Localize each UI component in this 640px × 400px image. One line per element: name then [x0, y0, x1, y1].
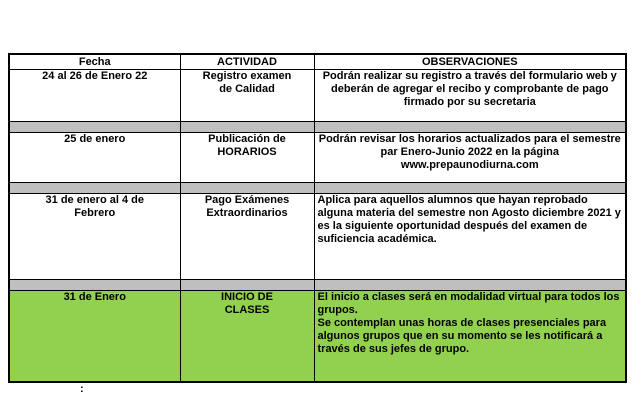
separator-cell — [9, 280, 180, 291]
actividad-text: Publicación de — [208, 133, 286, 145]
fecha-text: 31 de Enero — [63, 291, 126, 303]
actividad-text: INICIO DE — [221, 291, 273, 303]
table-row-registro-examen — [9, 70, 626, 122]
footnote-colon: : — [80, 383, 84, 395]
cell-observaciones — [314, 291, 626, 383]
fecha-text: Febrero — [74, 207, 116, 219]
schedule-table — [8, 53, 627, 383]
column-header-fecha: Fecha — [9, 54, 180, 70]
cell-observaciones — [314, 194, 626, 280]
separator-row — [9, 183, 626, 194]
cell-fecha — [9, 291, 180, 383]
actividad-text: HORARIOS — [217, 146, 277, 158]
separator-cell — [314, 183, 626, 194]
table-row-pago-extraordinarios — [9, 194, 626, 280]
actividad-text: Extraordinarios — [206, 207, 288, 219]
column-header-actividad: ACTIVIDAD — [180, 54, 314, 70]
cell-observaciones — [314, 70, 626, 122]
cell-fecha — [9, 70, 180, 122]
cell-actividad — [180, 70, 314, 122]
observaciones-text: Aplica para aquellos alumnos que hayan reprobado alguna materia del semestre non Agosto diciembre 2021 y es la siguiente oportunidad después del examen de suficiencia académica. — [317, 194, 621, 245]
cell-actividad — [180, 194, 314, 280]
separator-cell — [180, 122, 314, 133]
cell-actividad — [180, 291, 314, 383]
actividad-text: Registro examen — [202, 70, 292, 82]
actividad-text: CLASES — [224, 304, 270, 316]
observaciones-text: Podrán revisar los horarios actualizados para el semestre par Enero-Junio 2022 en la página www.prepaunodiurna.com — [318, 133, 621, 171]
fecha-text: 24 al 26 de Enero 22 — [42, 70, 148, 82]
fecha-text: 25 de enero — [64, 133, 126, 145]
table-row-inicio-clases-highlighted — [9, 291, 626, 383]
separator-row — [9, 122, 626, 133]
header-row — [9, 54, 626, 70]
cell-fecha — [9, 133, 180, 183]
fecha-text: 31 de enero al 4 de — [45, 194, 144, 206]
separator-row — [9, 280, 626, 291]
separator-cell — [314, 280, 626, 291]
cell-observaciones — [314, 133, 626, 183]
column-header-observaciones: OBSERVACIONES — [314, 54, 626, 70]
separator-cell — [9, 122, 180, 133]
actividad-text: Pago Exámenes — [204, 194, 290, 206]
separator-cell — [180, 280, 314, 291]
separator-cell — [180, 183, 314, 194]
table-row-publicacion-horarios — [9, 133, 626, 183]
cell-fecha — [9, 194, 180, 280]
observaciones-text: Se contemplan unas horas de clases presenciales para algunos grupos que en su momento se les notificará a través de sus jefes de grupo. — [317, 317, 607, 355]
observaciones-text: Podrán realizar su registro a través del formulario web y deberán de agregar el recibo y comprobante de pago firmado por su secretaria — [322, 70, 617, 108]
cell-actividad — [180, 133, 314, 183]
separator-cell — [314, 122, 626, 133]
separator-cell — [9, 183, 180, 194]
actividad-text: de Calidad — [219, 83, 275, 95]
observaciones-text: El inicio a clases será en modalidad virtual para todos los grupos. — [317, 291, 620, 316]
